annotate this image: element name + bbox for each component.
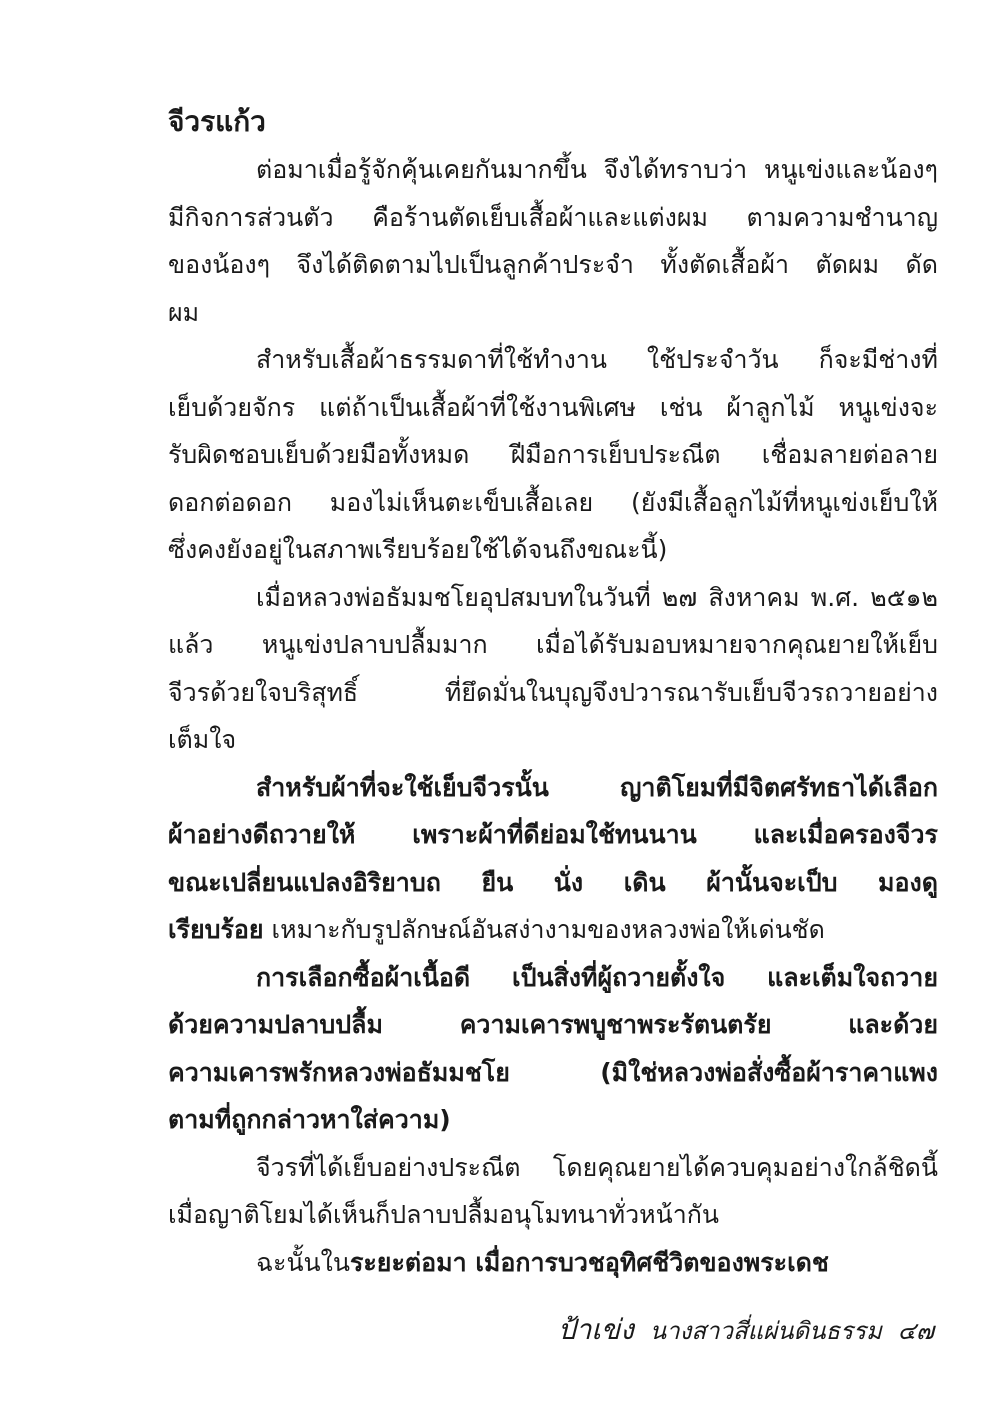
bold-run: ระยะต่อมา เมื่อการบวชอุทิศชีวิตของพระเดช xyxy=(349,1247,829,1277)
text-line: สำหรับผ้าที่จะใช้เย็บจีวรนั้น ญาติโยมที่มีจิตศรัทธาได้เลือก xyxy=(256,772,938,802)
text-line: รับผิดชอบเย็บด้วยมือทั้งหมด ฝีมือการเย็บประณีต เชื่อมลายต่อลาย xyxy=(168,440,938,469)
text-line: จีวรด้วยใจบริสุทธิ์ ที่ยึดมั่นในบุญจึงปวารณารับเย็บจีวรถวายอย่าง xyxy=(168,677,938,707)
text-line: ของน้องๆ จึงได้ติดตามไปเป็นลูกค้าประจำ ทั้งตัดเสื้อผ้า ตัดผม ดัด xyxy=(168,250,938,279)
text-line: ดอกต่อดอก มองไม่เห็นตะเข็บเสื้อเลย (ยังมีเสื้อลูกไม้ที่หนูเข่งเย็บให้ xyxy=(168,487,938,517)
text-line xyxy=(168,1239,938,1287)
text-line: การเลือกซื้อผ้าเนื้อดี เป็นสิ่งที่ผู้ถวายตั้งใจ และเต็มใจถวาย xyxy=(256,962,938,992)
text-line: ขณะเปลี่ยนแปลงอิริยาบถ ยืน นั่ง เดิน ผ้านั้นจะเป็บ มองดู xyxy=(168,867,938,897)
text-line: ซึ่งคงยังอยู่ในสภาพเรียบร้อยใช้ได้จนถึงขณะนี้) xyxy=(168,535,668,564)
plain-run: เหมาะกับรูปลักษณ์อันสง่างามของหลวงพ่อให้เด่นชัด xyxy=(263,915,825,944)
text-line: ด้วยความปลาบปลื้ม ความเคารพบูชาพระรัตนตรัย และด้วย xyxy=(168,1010,938,1039)
paragraph-4 xyxy=(168,764,938,954)
text-line: เต็มใจ xyxy=(168,725,237,754)
text-line: สำหรับเสื้อผ้าธรรมดาที่ใช้ทำงาน ใช้ประจำวัน ก็จะมีช่างที่ xyxy=(256,345,938,374)
footer-book-title: นางสาวสี่แผ่นดินธรรม xyxy=(649,1317,882,1345)
text-line: ผ้าอย่างดีถวายให้ เพราะผ้าที่ดีย่อมใช้ทนนาน และเมื่อครองจีวร xyxy=(168,820,938,849)
text-line: แล้ว หนูเข่งปลาบปลื้มมาก เมื่อได้รับมอบหมายจากคุณยายให้เย็บ xyxy=(168,630,938,659)
page-number: ๔๗ xyxy=(897,1317,934,1345)
body-text xyxy=(168,146,938,1286)
text-line: จีวรที่ได้เย็บอย่างประณีต โดยคุณยายได้ควบคุมอย่างใกล้ชิดนี้ xyxy=(256,1152,938,1182)
footer-name: ป้าเข่ง xyxy=(557,1313,634,1346)
plain-run: ฉะนั้นใน xyxy=(256,1247,350,1277)
paragraph-3 xyxy=(168,574,938,764)
text-line xyxy=(168,906,938,954)
text-line: เมื่อญาติโยมได้เห็นก็ปลาบปลื้มอนุโมทนาทั่วหน้ากัน xyxy=(168,1200,719,1229)
text-line: เมื่อหลวงพ่อธัมมชโยอุปสมบทในวันที่ ๒๗ สิงหาคม พ.ศ. ๒๕๑๒ xyxy=(256,582,938,612)
paragraph-1 xyxy=(168,146,938,336)
text-line: ผม xyxy=(168,297,200,327)
paragraph-7 xyxy=(168,1239,938,1287)
paragraph-6 xyxy=(168,1144,938,1239)
text-line: ต่อมาเมื่อรู้จักคุ้นเคยกันมากขึ้น จึงได้ทราบว่า หนูเข่งและน้องๆ xyxy=(256,155,938,184)
text-line: เย็บด้วยจักร แต่ถ้าเป็นเสื้อผ้าที่ใช้งานพิเศษ เช่น ผ้าลูกไม้ หนูเข่งจะ xyxy=(168,392,938,422)
text-line: ตามที่ถูกกล่าวหาใส่ความ) xyxy=(168,1105,451,1134)
text-line: ความเคารพรักหลวงพ่อธัมมชโย (มิใช่หลวงพ่อสั่งซื้อผ้าราคาแพง xyxy=(168,1057,938,1087)
bold-run: เรียบร้อย xyxy=(168,915,264,944)
page-footer xyxy=(558,1310,934,1351)
paragraph-2 xyxy=(168,336,938,574)
section-heading: จีวรแก้ว xyxy=(168,105,266,138)
paragraph-5 xyxy=(168,954,938,1144)
text-line: มีกิจการส่วนตัว คือร้านตัดเย็บเสื้อผ้าและแต่งผม ตามความชำนาญ xyxy=(168,202,938,232)
